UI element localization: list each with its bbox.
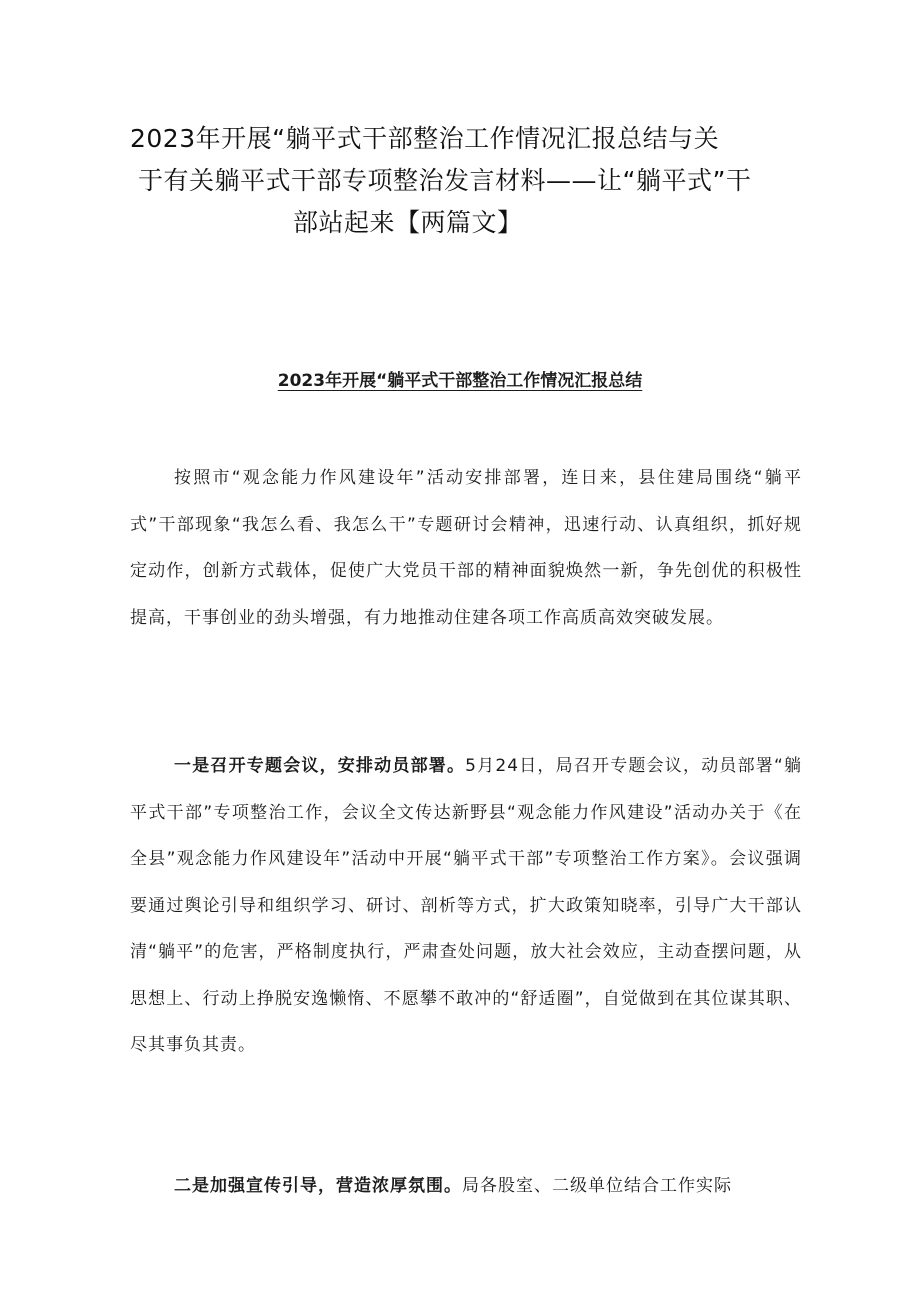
title-line-1: 2023年开展“躺平式干部整治工作情况汇报总结与关 <box>130 124 720 153</box>
section-heading <box>0 367 920 395</box>
paragraph-lead: 一是召开专题会议，安排动员部署。 <box>174 756 466 776</box>
paragraph-text: 5月24日，局召开专题会议，动员部署“躺平式干部”专项整治工作，会议全文传达新野县“观念能力作风建设”活动办关于《在全县”观念能力作风建设年”活动中开展“躺平式干部”专项整治工作方案》。会议强调要通过舆论引导和组织学习、研讨、剖析等方式，扩大政策知晓率，引导广大干部认清“躺平”的危害，严格制度执行，严肃查处问题，放大社会效应，主动查摆问题，从思想上、行动上挣脱安逸懒惰、不愿攀不敢冲的“舒适圈”，自觉做到在其位谋其职、尽其事负其责。 <box>130 756 802 1055</box>
title-line-2: 于有关躺平式干部专项整治发言材料——让“躺平式”干 <box>138 166 752 195</box>
document-title <box>130 118 810 244</box>
paragraph-point-1 <box>130 743 802 1069</box>
paragraph-intro <box>130 455 802 641</box>
paragraph-point-2 <box>130 1163 802 1210</box>
section-heading-text: 2023年开展“躺平式干部整治工作情况汇报总结 <box>277 371 643 391</box>
paragraph-text: 按照市“观念能力作风建设年”活动安排部署，连日来，县住建局围绕“躺平式”干部现象“我怎么看、我怎么干”专题研讨会精神，迅速行动、认真组织，抓好规定动作，创新方式载体，促使广大党员干部的精神面貌焕然一新，争先创优的积极性提高，干事创业的劲头增强，有力地推动住建各项工作高质高效突破发展。 <box>130 468 802 628</box>
title-line-3: 部站起来【两篇文】 <box>293 208 523 237</box>
paragraph-text: 局各股室、二级单位结合工作实际 <box>462 1176 732 1196</box>
paragraph-lead: 二是加强宣传引导，营造浓厚氛围。 <box>174 1176 462 1196</box>
